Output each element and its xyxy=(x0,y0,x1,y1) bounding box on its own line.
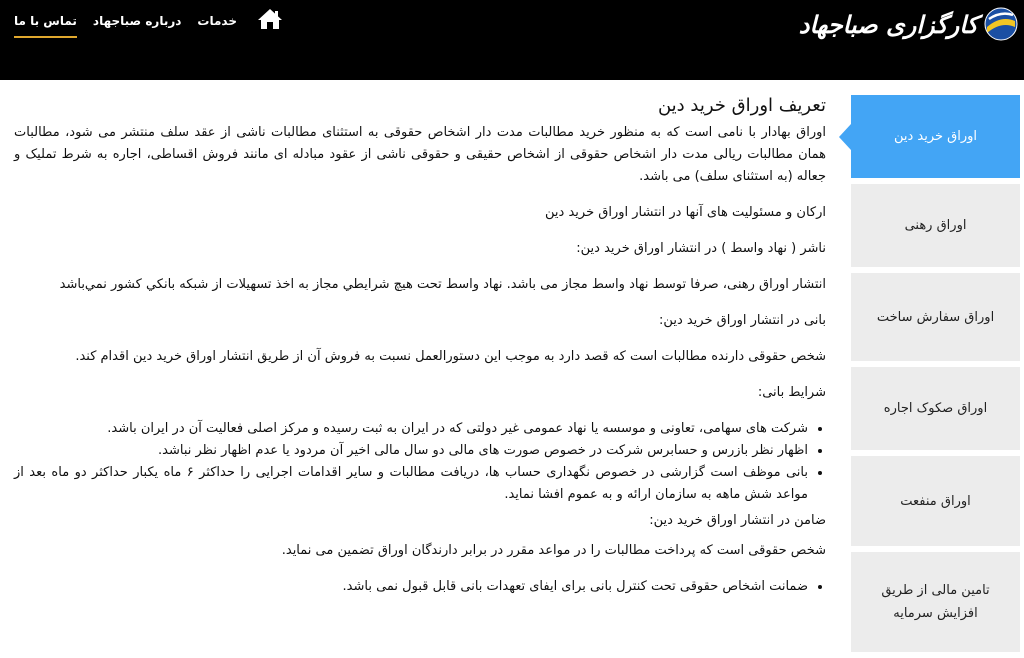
sidebar-item-usufruct[interactable] xyxy=(851,456,1020,546)
sidebar-item-ijara-sukuk[interactable] xyxy=(851,367,1020,450)
list-item: • شرکت های سهامی، تعاونی و موسسه یا نهاد عمومی غیر دولتی که در ایران به ثبت رسیده و مرکز اصلی فعالیت آن در ایران باشد. xyxy=(14,418,808,440)
list-item: • اظهار نظر بازرس و حسابرس شرکت در خصوص صورت های مالی دو سال مالی اخیر آن مردود یا عدم اظهار نظر نباشد. xyxy=(14,440,808,462)
founder-conditions-heading: شرایط بانی: xyxy=(757,385,826,400)
sidebar-item-capital-increase[interactable] xyxy=(851,552,1020,652)
logo-text: کارگزاری صباجهاد xyxy=(798,9,978,39)
sidebar-item-label: تامین مالی از طریق افزایش سرمایه xyxy=(881,583,990,621)
sidebar-menu xyxy=(851,95,1020,658)
article-title: تعریف اوراق خرید دین xyxy=(657,95,826,116)
article-intro: اوراق بهادار با نامی است که به منظور خرید مطالبات مدت دار اشخاص حقوقی به استثنای مطالبات ناشی از عقد سلف منتشر می شود، مطالبات همان مطالبات ریالی مدت دار اشخاص حقوقی از اشخاص حقیقی و حقوقی ناشی از عقود مبادله ای مانند فروش اقساطی، اجاره به شرط تملیک و جعاله (به استثنای سلف) می باشد. xyxy=(14,125,826,184)
founder-text: شخص حقوقی دارنده مطالبات است که قصد دارد به موجب این دستورالعمل نسبت به فروش آن از طریق انتشار اوراق خرید دین اقدام کند. xyxy=(75,349,826,364)
guarantor-heading: ضامن در انتشار اوراق خرید دین: xyxy=(649,513,826,528)
sidebar-item-mortgage[interactable] xyxy=(851,184,1020,267)
pillars-heading: ارکان و مسئولیت های آنها در انتشار اوراق خرید دین xyxy=(545,205,826,220)
sidebar-item-construction-order[interactable] xyxy=(851,273,1020,361)
home-icon[interactable] xyxy=(257,8,283,30)
logo-globe-icon xyxy=(984,7,1018,41)
sidebar-item-label: اوراق رهنی xyxy=(904,218,967,233)
sidebar-item-debt-purchase[interactable] xyxy=(851,95,1020,178)
founder-heading: بانی در انتشار اوراق خرید دین: xyxy=(659,313,826,328)
list-item: • ضمانت اشخاص حقوقی تحت کنترل بانی برای ایفای تعهدات بانی قابل قبول نمی باشد. xyxy=(14,576,808,598)
founder-conditions-list xyxy=(14,418,826,506)
sidebar-item-label: اوراق صکوک اجاره xyxy=(883,401,988,416)
issuer-heading: ناشر ( نهاد واسط ) در انتشار اوراق خرید دین: xyxy=(576,241,826,256)
guarantor-text: شخص حقوقی است که پرداخت مطالبات را در مواعد مقرر در برابر دارندگان اوراق تضمین می نماید. xyxy=(281,543,826,558)
list-item: • بانی موظف است گزارشی در خصوص نگهداری حساب ها، دریافت مطالبات و سایر اقدامات اجرایی را حداکثر ۶ ماه یکبار حداکثر دو ماه بعد از مواعد شش ماهه به سازمان ارائه و به عموم افشا نماید. xyxy=(14,462,808,506)
sidebar-item-label: اوراق منفعت xyxy=(900,493,971,509)
sidebar-item-label: اوراق سفارش ساخت xyxy=(876,309,995,325)
nav-services[interactable]: خدمات xyxy=(197,14,237,28)
article-content xyxy=(14,92,826,602)
site-logo[interactable] xyxy=(799,4,1018,44)
sidebar-item-label: اوراق خرید دین xyxy=(893,129,978,144)
nav-contact[interactable]: تماس با ما xyxy=(14,8,77,38)
nav-about[interactable]: درباره صباجهاد xyxy=(92,14,182,28)
main-nav xyxy=(14,8,283,38)
guarantor-conditions-list xyxy=(14,576,826,598)
site-header xyxy=(0,0,1024,80)
issuer-text: انتشار اوراق رهنی، صرفا توسط نهاد واسط مجاز می باشد. نهاد واسط تحت هيچ شرايطي مجاز به اخذ تسهيلات از شبكه بانكي كشور نمي‌باشد xyxy=(59,277,826,292)
